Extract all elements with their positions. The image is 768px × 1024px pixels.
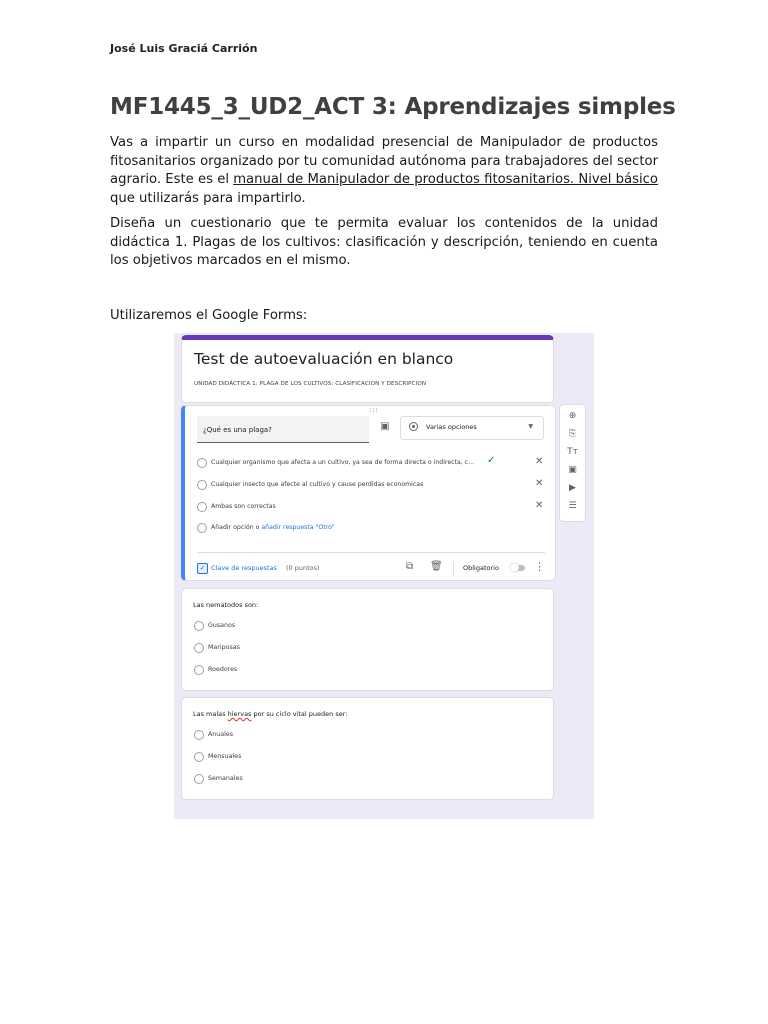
remove-option-icon[interactable]: ✕ <box>535 500 544 511</box>
trash-icon[interactable]: 🗑 <box>430 561 443 572</box>
correct-check-icon: ✓ <box>487 455 496 466</box>
side-toolbar <box>559 404 586 522</box>
add-image-icon[interactable]: ▣ <box>568 465 577 475</box>
radio-icon <box>194 774 204 784</box>
intro-paragraph <box>110 134 658 208</box>
question-footer <box>197 552 545 573</box>
form-header-card <box>181 335 554 403</box>
page-title: MF1445_3_UD2_ACT 3: Aprendizajes simples <box>110 94 676 120</box>
import-questions-icon[interactable]: ⎘ <box>568 429 577 439</box>
form-description[interactable]: UNIDAD DIDÁCTICA 1: PLAGA DE LOS CULTIVOS: CLASIFICACION Y DESCRIPCION <box>194 381 427 387</box>
radio-icon <box>197 523 207 533</box>
option-text[interactable]: Ambas son correctas <box>211 502 276 510</box>
radio-icon <box>194 621 204 631</box>
question-title-input[interactable] <box>197 416 369 443</box>
radio-icon <box>194 665 204 675</box>
intro-text-after: que utilizarás para impartirlo. <box>110 190 306 206</box>
author-name: José Luis Graciá Carrión <box>110 42 258 55</box>
question-text: Las nematodos son: <box>193 601 259 609</box>
question-card-3[interactable] <box>181 697 554 800</box>
intro-text-before: Vas a impartir un curso en modalidad presencial de Manipulador de productos fitosanitarios organizado por tu comunidad autónoma para trabajadores del sector agrario. Este es el <box>110 135 658 187</box>
question-type-select[interactable] <box>400 416 544 440</box>
required-label: Obligatorio <box>463 564 499 572</box>
option-text: Gusanos <box>208 622 236 629</box>
radio-icon <box>197 458 207 468</box>
drag-handle-icon[interactable]: ⁝⁝⁝ <box>369 407 379 415</box>
option-text: Semanales <box>208 775 243 782</box>
question-card-2[interactable] <box>181 588 554 691</box>
add-section-icon[interactable]: ☰ <box>568 501 577 511</box>
divider <box>453 562 454 576</box>
question-text <box>193 710 347 718</box>
radio-icon <box>194 752 204 762</box>
task-paragraph: Diseña un cuestionario que te permita evaluar los contenidos de la unidad didáctica 1. Plagas de los cultivos: clasificación y descripción, teniendo en cuenta los objetivos marcados en el mismo. <box>110 216 658 268</box>
question-text-after: por su ciclo vital pueden ser: <box>251 710 348 718</box>
answer-key-button[interactable]: Clave de respuestas <box>211 564 277 572</box>
add-option-button[interactable]: Añadir opción <box>211 523 254 531</box>
manual-link[interactable]: manual de Manipulador de productos fitosanitarios. Nivel básico <box>233 172 658 187</box>
add-option-text <box>211 524 335 531</box>
option-text: Mensuales <box>208 753 242 760</box>
required-toggle[interactable] <box>511 565 525 571</box>
add-other-link[interactable]: añadir respuesta "Otro" <box>261 523 335 531</box>
add-video-icon[interactable]: ▶ <box>569 483 576 493</box>
option-text[interactable]: Cualquier insecto que afecte al cultivo y cause perdidas economicas <box>211 480 424 488</box>
option-text[interactable]: Cualquier organismo que afecta a un cultivo, ya sea de forma directa o indirecta, c... <box>211 458 474 466</box>
forms-paragraph: Utilizaremos el Google Forms: <box>110 308 308 323</box>
radio-type-icon <box>409 422 418 431</box>
remove-option-icon[interactable]: ✕ <box>535 478 544 489</box>
points-label: (0 puntos) <box>286 564 320 572</box>
question-type-label: Varias opciones <box>426 423 477 431</box>
form-title[interactable]: Test de autoevaluación en blanco <box>194 350 454 368</box>
radio-icon <box>197 480 207 490</box>
dropdown-arrow-icon: ▼ <box>528 423 533 430</box>
question-card-1[interactable] <box>181 405 556 581</box>
add-title-icon[interactable]: Tт <box>567 447 578 457</box>
remove-option-icon[interactable]: ✕ <box>535 456 544 467</box>
copy-icon[interactable]: ⧉ <box>406 561 414 572</box>
google-forms-screenshot <box>174 333 594 819</box>
question-text-before: Las malas <box>193 710 228 718</box>
option-text: Mariposas <box>208 644 240 651</box>
answer-key-icon[interactable]: ✓ <box>197 563 208 574</box>
radio-icon <box>194 643 204 653</box>
option-text: Anuales <box>208 731 234 738</box>
radio-icon <box>194 730 204 740</box>
option-text: Roedores <box>208 666 238 673</box>
image-icon[interactable]: ▣ <box>380 421 390 432</box>
add-or-text: o <box>255 523 260 531</box>
add-question-icon[interactable]: ⊕ <box>568 411 577 421</box>
misspelled-word: hiervas <box>227 710 252 718</box>
more-options-icon[interactable]: ⋮ <box>534 560 545 573</box>
question-title-text: ¿Qué es una plaga? <box>203 426 272 434</box>
radio-icon <box>197 502 207 512</box>
